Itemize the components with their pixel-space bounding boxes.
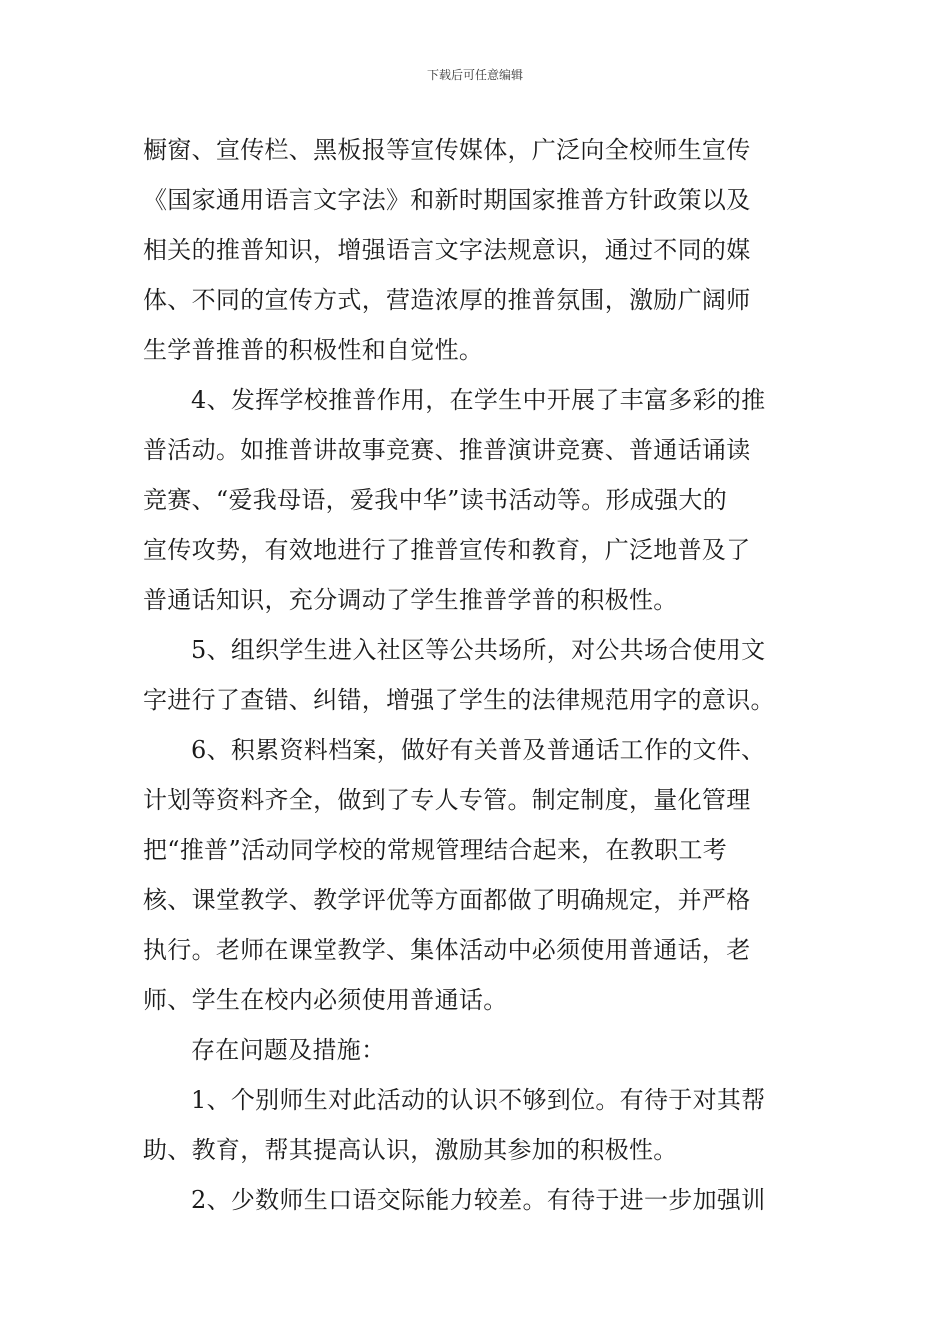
paragraph-start-line: 4、发挥学校推普作用，在学生中开展了丰富多彩的推	[191, 386, 766, 414]
text-line: 核、课堂教学、教学评优等方面都做了明确规定，并严格	[143, 886, 751, 914]
text-line: 体、不同的宣传方式，营造浓厚的推普氛围，激励广阔师	[143, 286, 751, 314]
document-body	[143, 125, 808, 1225]
paragraph-start-line: 2、少数师生口语交际能力较差。有待于进一步加强训	[191, 1186, 766, 1214]
text-line: 《国家通用语言文字法》和新时期国家推普方针政策以及	[143, 186, 751, 214]
text-line: 宣传攻势，有效地进行了推普宣传和教育，广泛地普及了	[143, 536, 751, 564]
text-line: 生学普推普的积极性和自觉性。	[143, 336, 484, 364]
text-line: 相关的推普知识，增强语言文字法规意识，通过不同的媒	[143, 236, 751, 264]
text-line: 字进行了查错、纠错，增强了学生的法律规范用字的意识。	[143, 686, 775, 714]
paragraph-start-line: 1、个别师生对此活动的认识不够到位。有待于对其帮	[191, 1086, 766, 1114]
text-line: 执行。老师在课堂教学、集体活动中必须使用普通话，老	[143, 936, 751, 964]
text-line: 师、学生在校内必须使用普通话。	[143, 986, 508, 1014]
section-heading: 存在问题及措施：	[191, 1036, 386, 1064]
paragraph-start-line: 5、组织学生进入社区等公共场所，对公共场合使用文	[191, 636, 766, 664]
text-line: 橱窗、宣传栏、黑板报等宣传媒体，广泛向全校师生宣传	[143, 136, 751, 164]
text-line: 普通话知识，充分调动了学生推普学普的积极性。	[143, 586, 678, 614]
text-line: 助、教育，帮其提高认识，激励其参加的积极性。	[143, 1136, 678, 1164]
page-header: 下载后可任意编辑	[426, 68, 523, 82]
text-line: 把“推普”活动同学校的常规管理结合起来，在教职工考	[143, 836, 728, 864]
text-line: 竞赛、“爱我母语，爱我中华”读书活动等。形成强大的	[143, 486, 728, 514]
text-line: 计划等资料齐全，做到了专人专管。制定制度，量化管理	[143, 786, 751, 814]
text-line: 普活动。如推普讲故事竞赛、推普演讲竞赛、普通话诵读	[143, 436, 751, 464]
paragraph-start-line: 6、积累资料档案，做好有关普及普通话工作的文件、	[191, 736, 766, 764]
